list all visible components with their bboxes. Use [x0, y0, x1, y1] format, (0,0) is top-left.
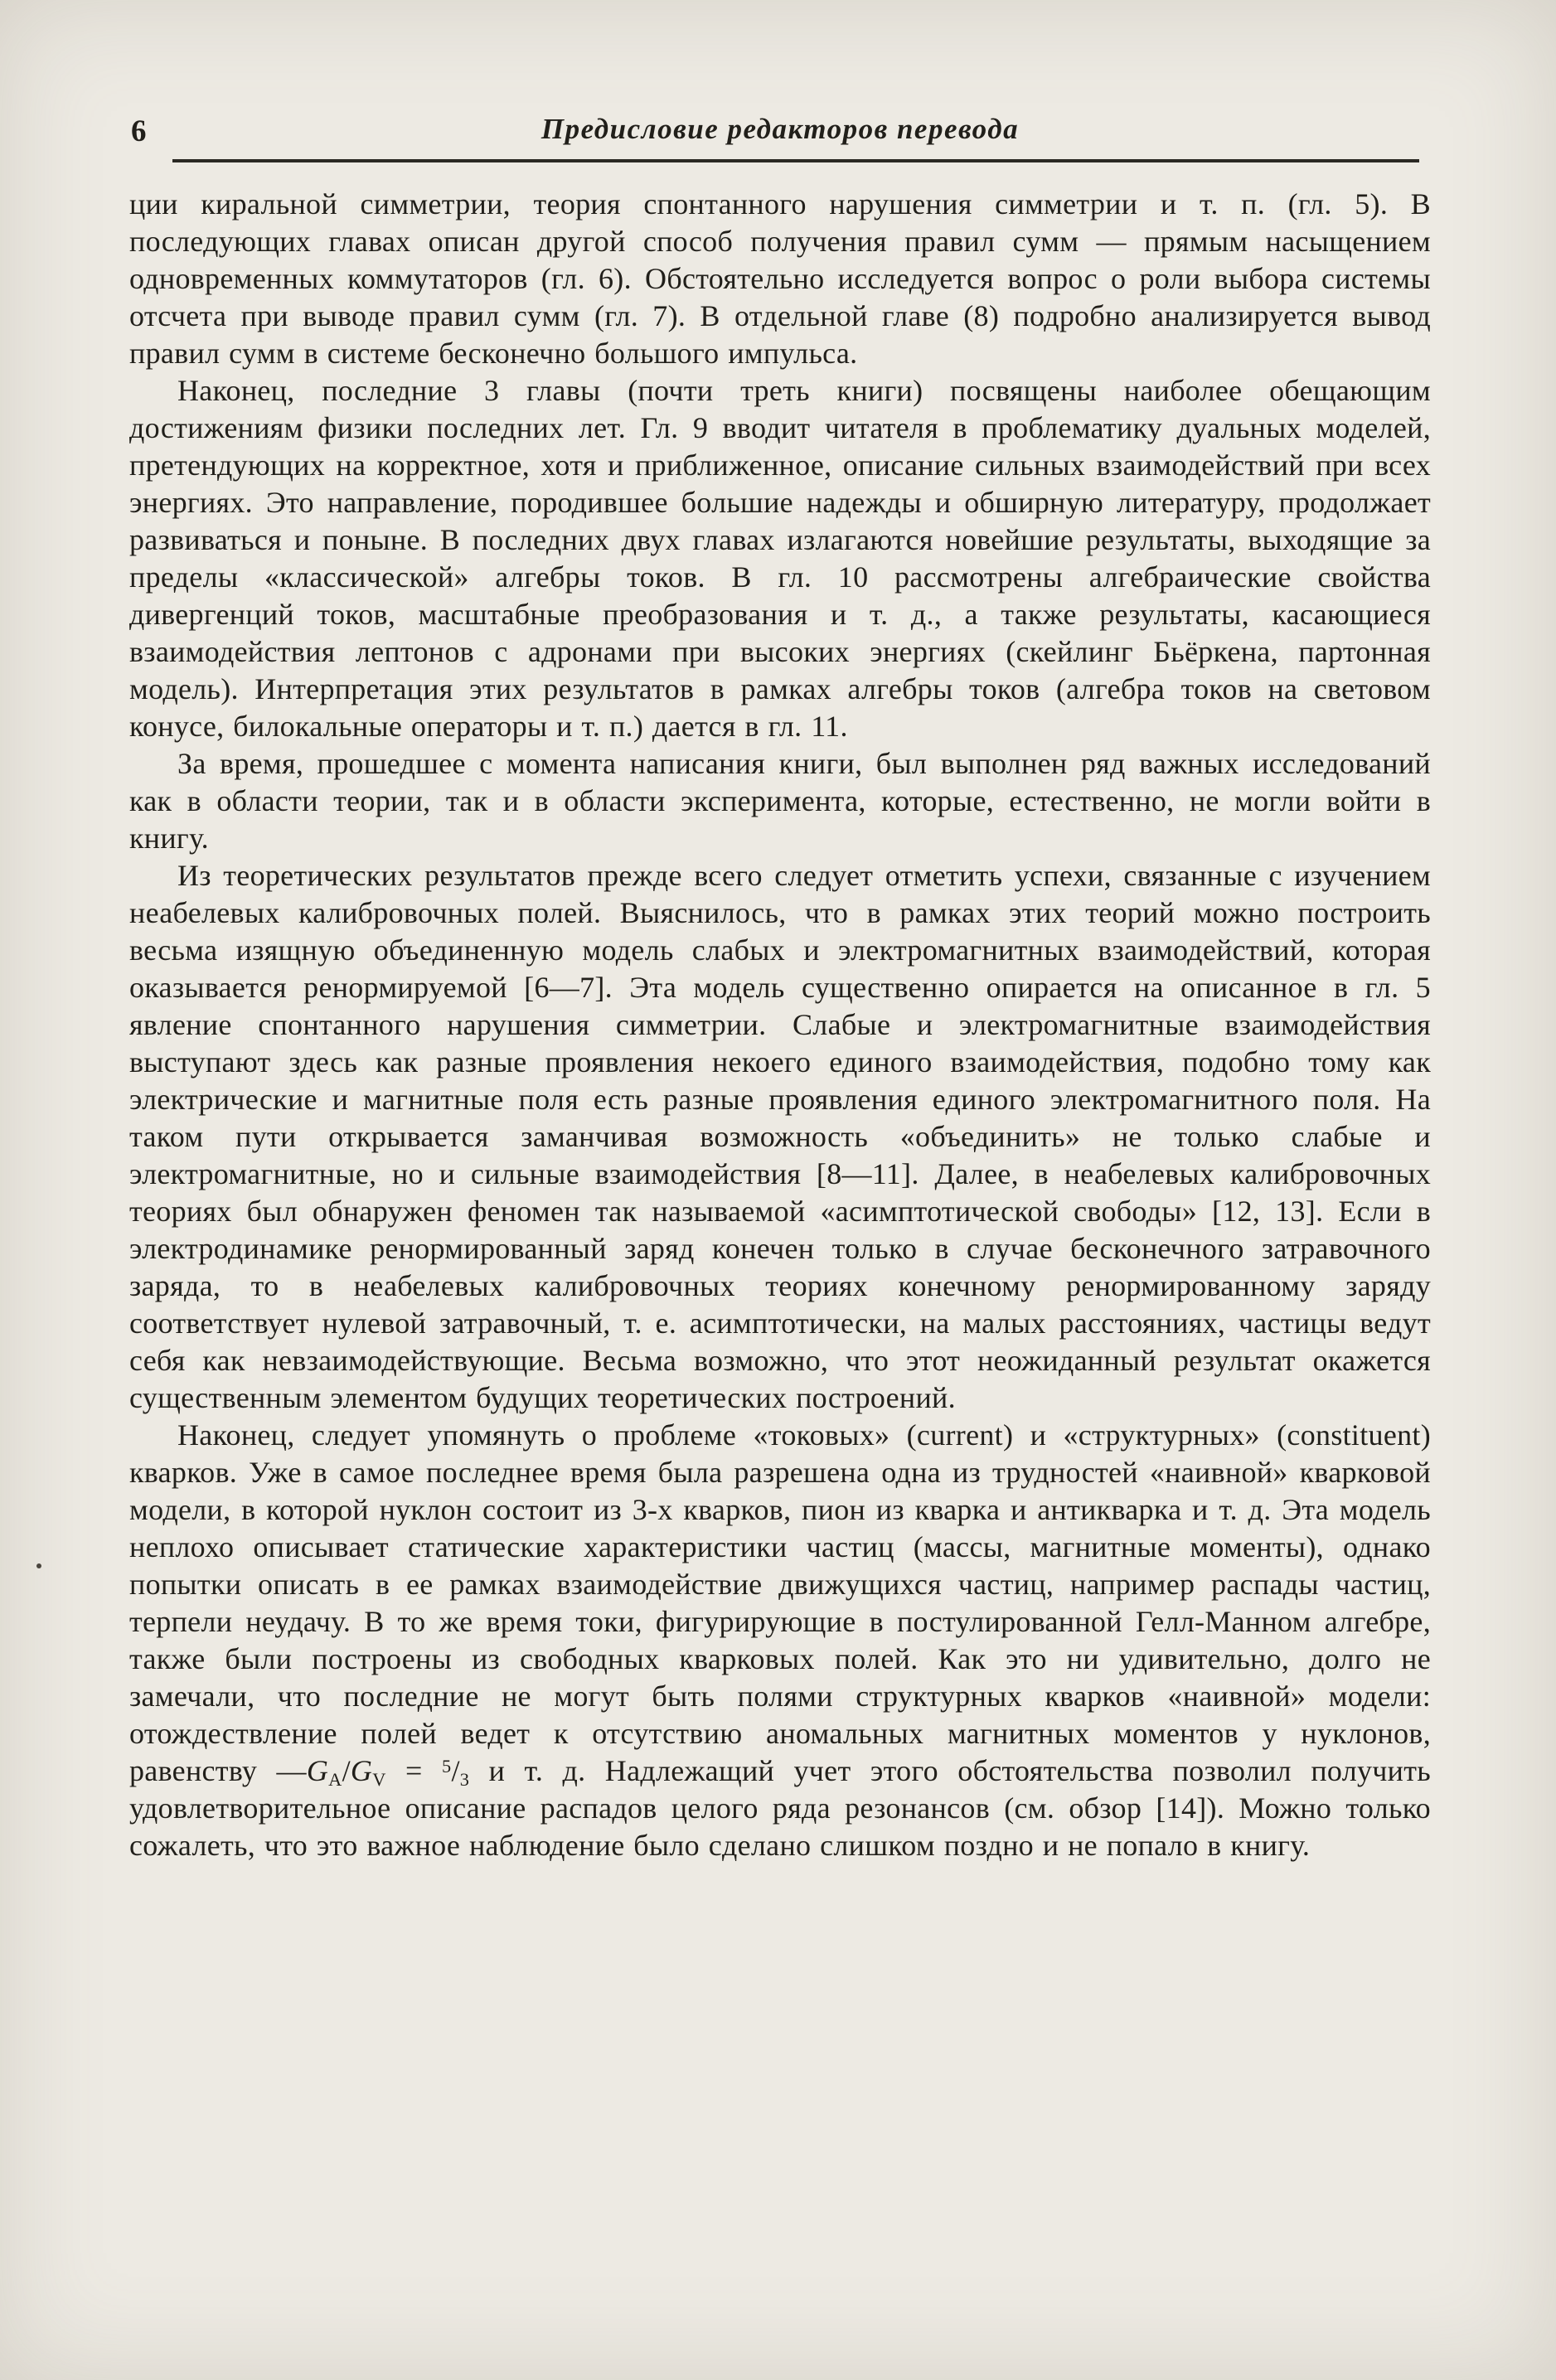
- paragraph: Наконец, следует упомянуть о проблеме «токовых» (current) и «структурных» (constituent) кварков. Уже в самое последнее время была разрешена одна из трудностей «наивной» кварковой модели, в которой нуклон состоит из 3-х кварков, пион из кварка и антикварка и т. д. Эта модель неплохо описывает статические характеристики частиц (массы, магнитные моменты), однако попытки описать в ее рамках взаимодействие движущихся частиц, например распады частиц, терпели неудачу. В то же время токи, фигурирующие в постулированной Гелл-Манном алгебре, также были построены из свободных кварковых полей. Как это ни удивительно, долго не замечали, что последние не могут быть полями структурных кварков «наивной» модели: отождествление полей ведет к отсутствию аномальных магнитных моментов у нуклонов, равенству $—G_A/G_V = ^5/_3$ и т. д. Надлежащий учет этого обстоятельства позволил получить удовлетворительное описание распадов целого ряда резонансов (см. обзор [14]). Можно только сожалеть, что это важное наблюдение было сделано слишком поздно и не попало в книгу.: [129, 1418, 1431, 1862]
- paragraph: Наконец, последние 3 главы (почти треть книги) посвящены наиболее обещающим достижениям физики последних лет. Гл. 9 вводит читателя в проблематику дуальных моделей, претендующих на корректное, хотя и приближенное, описание сильных взаимодействий при всех энергиях. Это направление, породившее большие надежды и обширную литературу, продолжает развиваться и поныне. В последних двух главах излагаются новейшие результаты, выходящие за пределы «классической» алгебры токов. В гл. 10 рассмотрены алгебраические свойства дивергенций токов, масштабные преобразования и т. д., а также результаты, касающиеся взаимодействия лептонов с адронами при высоких энергиях (скейлинг Бьёркена, партонная модель). Интерпретация этих результатов в рамках алгебры токов (алгебра токов на световом конусе, билокальные операторы и т. п.) дается в гл. 11.: [129, 374, 1431, 743]
- paragraph: ции киральной симметрии, теория спонтанного нарушения симметрии и т. п. (гл. 5). В последующих главах описан другой способ получения правил сумм — прямым насыщением одновременных коммутаторов (гл. 6). Обстоятельно исследуется вопрос о роли выбора системы отсчета при выводе правил сумм (гл. 7). В отдельной главе (8) подробно анализируется вывод правил сумм в системе бесконечно большого импульса.: [129, 187, 1431, 370]
- page-number: 6: [131, 114, 148, 148]
- paragraph: Из теоретических результатов прежде всего следует отметить успехи, связанные с изучением неабелевых калибровочных полей. Выяснилось, что в рамках этих теорий можно построить весьма изящную объединенную модель слабых и электромагнитных взаимодействий, которая оказывается ренормируемой [6—7]. Эта модель существенно опирается на описанное в гл. 5 явление спонтанного нарушения симметрии. Слабые и электромагнитные взаимодействия выступают здесь как разные проявления некоего единого взаимодействия, подобно тому как электрические и магнитные поля есть разные проявления единого электромагнитного поля. На таком пути открывается заманчивая возможность «объединить» не только слабые и электромагнитные, но и сильные взаимодействия [8—11]. Далее, в неабелевых калибровочных теориях был обнаружен феномен так называемой «асимптотической свободы» [12, 13]. Если в электродинамике ренормированный заряд конечен только в случае бесконечного затравочного заряда, то в неабелевых калибровочных теориях конечному ренормированному заряду соответствует нулевой затравочный, т. е. асимптотически, на малых расстояниях, частицы ведут себя как невзаимодействующие. Весьма возможно, что этот неожиданный результат окажется существенным элементом будущих теоретических построений.: [129, 859, 1431, 1414]
- page-header: [129, 111, 1431, 171]
- header-rule: [172, 159, 1419, 162]
- paragraph: За время, прошедшее с момента написания книги, был выполнен ряд важных исследований как в области теории, так и в области эксперимента, которые, естественно, не могли войти в книгу.: [129, 747, 1431, 855]
- running-title: Предисловие редакторов перевода: [540, 113, 1020, 145]
- text-block: [129, 186, 1431, 1864]
- scan-speck: [36, 1563, 41, 1568]
